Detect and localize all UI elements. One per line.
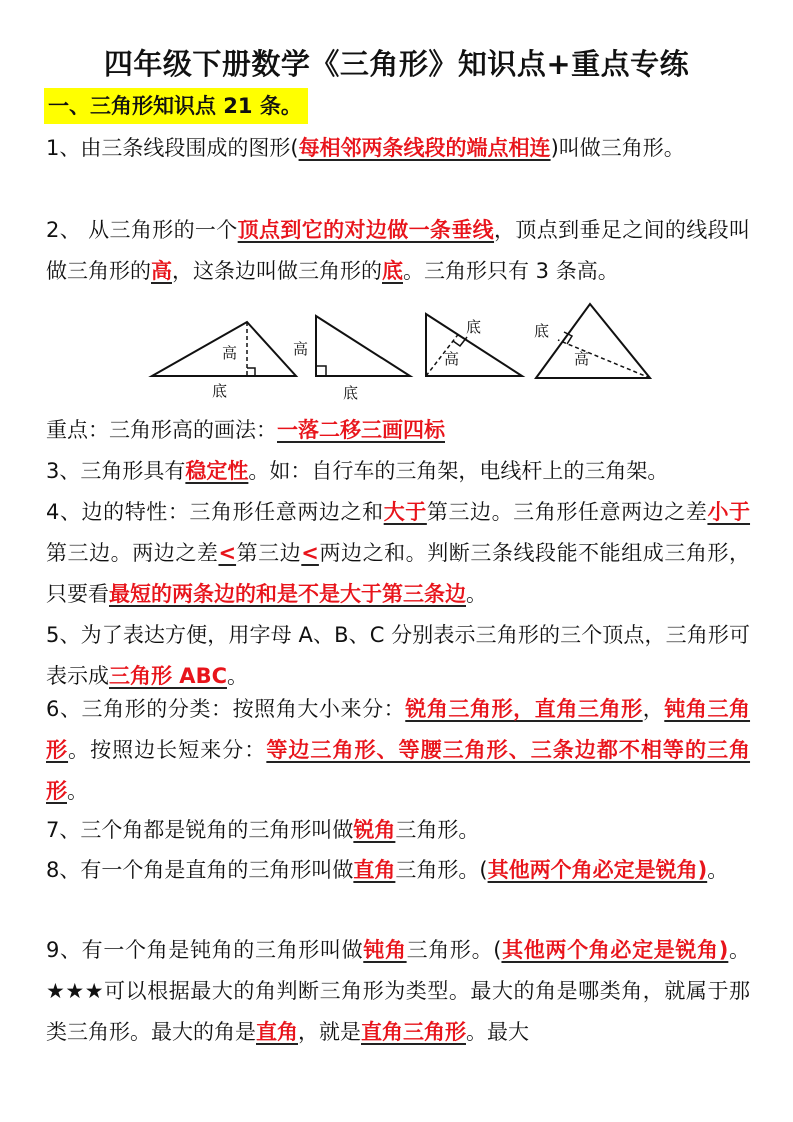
highlight: 顶点到它的对边做一条垂线 xyxy=(237,218,495,242)
highlight: 稳定性 xyxy=(185,459,249,483)
highlight: 底 xyxy=(382,259,403,283)
highlight: 直角 xyxy=(256,1020,298,1044)
triangle-figure-4 xyxy=(534,304,650,378)
highlight: 钝角 xyxy=(363,938,407,962)
highlight: 等边三角形、等腰三角形、三条边都不相等的三角形 xyxy=(46,738,751,803)
height-label: 高 xyxy=(574,350,590,368)
height-label: 高 xyxy=(222,344,238,362)
point-9: 9、有一个角是钝角的三角形叫做钝角三角形。(其他两个角必定是锐角)。★★★可以根据最大的角判断三角形为类型。最大的角是哪类角，就属于那类三角形。最大的角是直角，就是直角三角形。最大 xyxy=(46,938,750,1044)
highlight: < xyxy=(218,541,237,565)
point-7: 7、三个角都是锐角的三角形叫做锐角三角形。 xyxy=(46,818,480,842)
highlight: 其他两个角必定是锐角) xyxy=(501,938,729,962)
highlight: 最短的两条边的和是不是大于第三条边 xyxy=(109,582,466,606)
section-heading: 一、三角形知识点 21 条。 xyxy=(44,88,308,124)
highlight: 直角三角形 xyxy=(361,1020,466,1044)
triangle-figure-1 xyxy=(152,322,296,400)
base-label: 底 xyxy=(534,322,550,340)
highlight: 三角形 ABC xyxy=(109,664,227,688)
highlight: < xyxy=(301,541,319,565)
highlight: 一落二移三画四标 xyxy=(277,418,445,442)
highlight: 小于 xyxy=(707,500,751,524)
point-8: 8、有一个角是直角的三角形叫做直角三角形。(其他两个角必定是锐角)。 xyxy=(46,858,729,882)
point-3: 3、三角形具有稳定性。如：自行车的三角架，电线杆上的三角架。 xyxy=(46,459,669,483)
point-2: 2、 从三角形的一个顶点到它的对边做一条垂线，顶点到垂足之间的线段叫做三角形的高，这条边叫做三角形的底。三角形只有 3 条高。 xyxy=(46,218,751,283)
base-label: 底 xyxy=(212,382,228,400)
base-label: 底 xyxy=(343,384,359,402)
highlight: 锐角 xyxy=(353,818,396,842)
point-5: 5、为了表达方便，用字母 A、B、C 分别表示三角形的三个顶点，三角形可表示成三角形 ABC。 xyxy=(46,623,750,688)
point-4: 4、边的特性：三角形任意两边之和大于第三边。三角形任意两边之差小于第三边。两边之差<第三边<两边之和。判断三条线段能不能组成三角形，只要看最短的两条边的和是不是大于第三条边。 xyxy=(46,500,751,606)
highlight: 大于 xyxy=(383,500,427,524)
highlight: 直角 xyxy=(353,858,396,882)
triangle-figure-2 xyxy=(293,316,410,402)
highlight: 锐角三角形，直角三角形 xyxy=(405,697,643,721)
highlight: 每相邻两条线段的端点相连 xyxy=(298,136,551,160)
height-label: 高 xyxy=(293,340,309,358)
highlight: 高 xyxy=(151,259,172,283)
highlight: 钝角三角形 xyxy=(46,697,751,762)
triangle-diagrams xyxy=(140,300,660,410)
highlight: 其他两个角必定是锐角) xyxy=(487,858,708,882)
point-6: 6、三角形的分类：按照角大小来分：锐角三角形，直角三角形，钝角三角形。按照边长短来分：等边三角形、等腰三角形、三条边都不相等的三角形。 xyxy=(46,697,751,803)
triangle-figure-3 xyxy=(426,314,522,376)
point-1: 1、由三条线段围成的图形(每相邻两条线段的端点相连)叫做三角形。 xyxy=(46,136,685,160)
triangle-height-figures xyxy=(140,300,660,410)
base-label: 底 xyxy=(466,318,482,336)
page-title: 四年级下册数学《三角形》知识点+重点专练 xyxy=(103,47,690,81)
height-label: 高 xyxy=(444,350,460,368)
key-point: 重点：三角形高的画法：一落二移三画四标 xyxy=(46,418,445,442)
